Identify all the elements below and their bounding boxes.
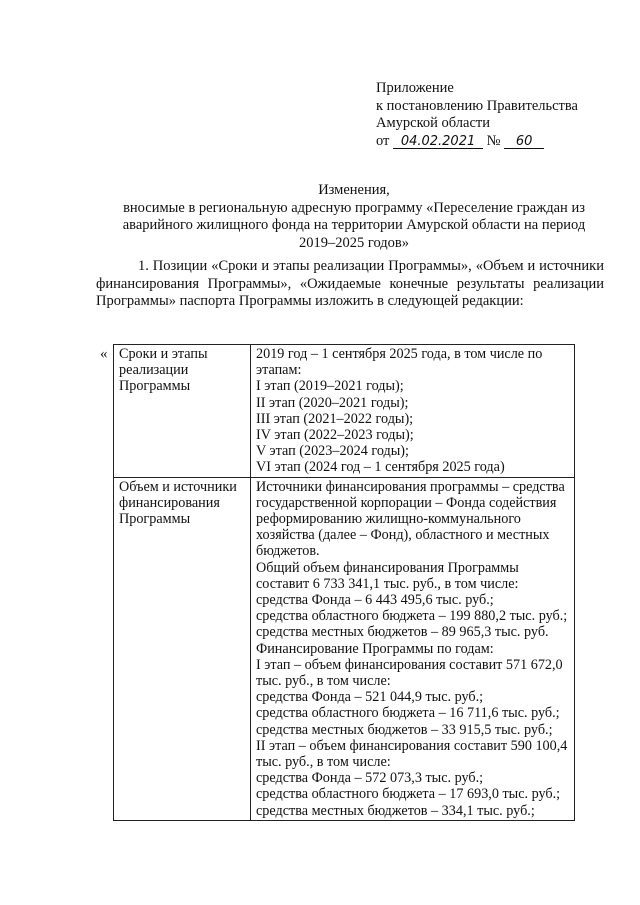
row-content bbox=[251, 477, 575, 820]
content-line: 2019 год – 1 сентября 2025 года, в том числе по этапам: bbox=[256, 346, 543, 379]
content-line: I этап (2019–2021 годы); bbox=[256, 378, 404, 395]
date-prefix: от bbox=[376, 132, 390, 149]
table-row bbox=[114, 477, 575, 820]
number-sign: № bbox=[486, 132, 501, 149]
appendix-block bbox=[376, 80, 578, 150]
content-line: VI этап (2024 год – 1 сентября 2025 года) bbox=[256, 459, 505, 476]
content-line: III этап (2021–2022 годы); bbox=[256, 410, 414, 427]
content-line: II этап – объем финансирования составит 590 100,4 тыс. руб., в том числе: bbox=[256, 737, 568, 771]
title-heading: Изменения, bbox=[318, 182, 390, 198]
content-line: Источники финансирования программы – средства государственной корпорации – Фонда содействия реформированию жилищно-коммунального хозяйства (далее – Фонд), областного и местных бюджетов. bbox=[256, 478, 565, 560]
row-content bbox=[251, 345, 575, 478]
appendix-date-line bbox=[376, 133, 578, 151]
content-line: II этап (2020–2021 годы); bbox=[256, 394, 409, 411]
content-line: средства областного бюджета – 16 711,6 тыс. руб.; bbox=[256, 705, 560, 722]
intro-paragraph: 1. Позиции «Сроки и этапы реализации Программы», «Объем и источники финансирования Программы», «Ожидаемые конечные результаты реализации Программы» паспорта Программы изложить в следующей редакции: bbox=[96, 258, 604, 309]
row-label: Сроки и этапы реализации Программы bbox=[114, 345, 251, 478]
content-line: средства областного бюджета – 199 880,2 тыс. руб.; bbox=[256, 608, 568, 625]
handwritten-date: 04.02.2021 bbox=[393, 135, 483, 149]
content-line: средства Фонда – 521 044,9 тыс. руб.; bbox=[256, 689, 484, 706]
content-line: средства местных бюджетов – 33 915,5 тыс. руб.; bbox=[256, 721, 553, 738]
content-line: Финансирование Программы по годам: bbox=[256, 640, 494, 657]
content-line: V этап (2023–2024 годы); bbox=[256, 443, 409, 460]
content-line: средства областного бюджета – 17 693,0 тыс. руб.; bbox=[256, 786, 561, 803]
handwritten-number: 60 bbox=[504, 135, 544, 149]
content-line: Общий объем финансирования Программы составит 6 733 341,1 тыс. руб., в том числе: bbox=[256, 559, 519, 592]
content-line: I этап – объем финансирования составит 571 672,0 тыс. руб., в том числе: bbox=[256, 656, 563, 690]
appendix-title: Приложение bbox=[376, 80, 454, 96]
appendix-region: Амурской области bbox=[376, 115, 490, 131]
table-row bbox=[114, 345, 575, 478]
content-line: средства местных бюджетов – 89 965,3 тыс. руб. bbox=[256, 624, 549, 641]
title-body: вносимые в региональную адресную программу «Переселение граждан из аварийного жилищного фонда на территории Амурской области на период 2019–2025 годов» bbox=[122, 199, 586, 251]
content-line: IV этап (2022–2023 годы); bbox=[256, 427, 414, 444]
appendix-resolution: к постановлению Правительства bbox=[376, 97, 578, 114]
content-line: средства Фонда – 572 073,3 тыс. руб.; bbox=[256, 770, 484, 787]
content-line: средства местных бюджетов – 334,1 тыс. руб.; bbox=[256, 802, 535, 819]
passport-table bbox=[113, 344, 575, 821]
document-title bbox=[108, 182, 600, 252]
content-line: средства Фонда – 6 443 495,6 тыс. руб.; bbox=[256, 592, 494, 609]
row-label: Объем и источники финансирования Программы bbox=[114, 477, 251, 820]
opening-quote: « bbox=[100, 346, 108, 362]
